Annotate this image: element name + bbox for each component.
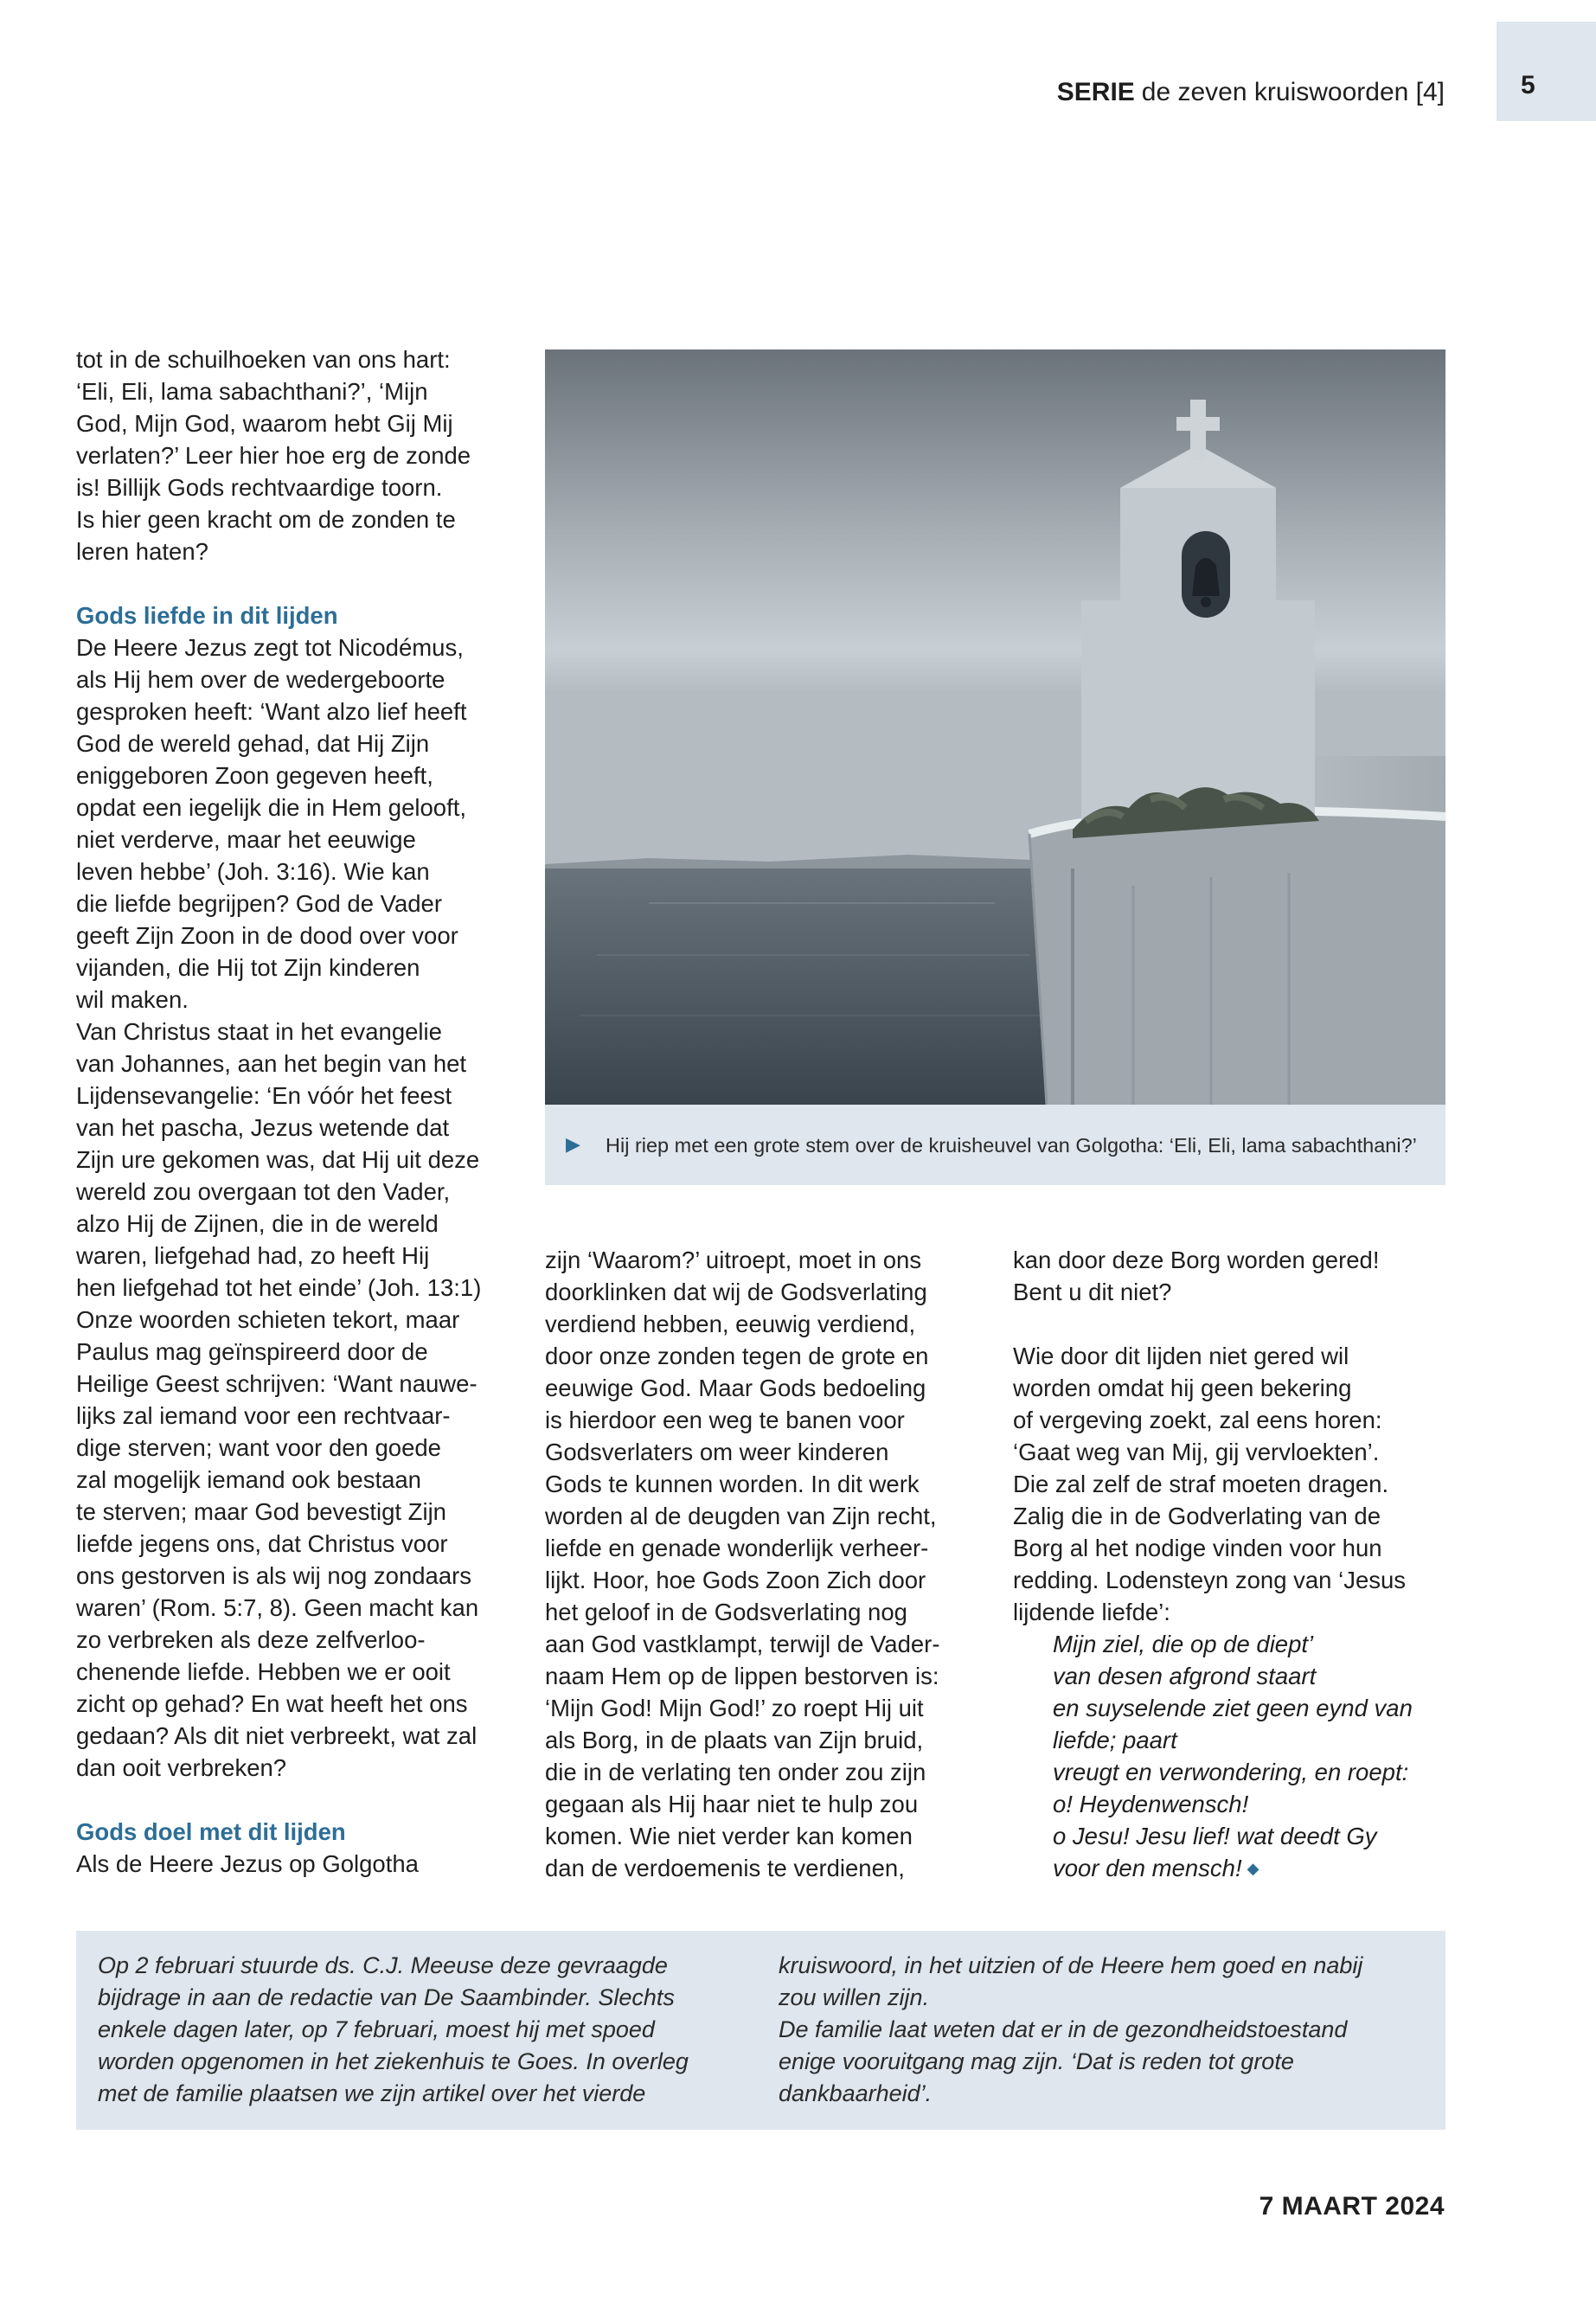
text-line: als Hij hem over de wedergeboorte xyxy=(76,666,445,693)
text-line: waren’ (Rom. 5:7, 8). Geen macht kan xyxy=(76,1594,479,1621)
series-title: de zeven kruiswoorden [4] xyxy=(1141,78,1445,106)
text-line: niet verderve, maar het eeuwige xyxy=(76,826,416,853)
article-column-1 xyxy=(76,343,526,1880)
poem-line xyxy=(1013,1692,1463,1724)
text-line: leren haten? xyxy=(76,538,208,565)
poem-line-text: Mijn ziel, die op de diept’ xyxy=(1053,1631,1314,1657)
text-line: worden omdat hij geen bekering xyxy=(1013,1375,1352,1401)
text-line: opdat een iegelijk die in Hem gelooft, xyxy=(76,794,466,821)
text-line: Heilige Geest schrijven: ‘Want nauwe- xyxy=(76,1370,478,1397)
text-line: verdiend hebben, eeuwig verdiend, xyxy=(545,1311,916,1337)
text-line: Paulus mag geïnspireerd door de xyxy=(76,1338,428,1365)
text-line: chenende liefde. Hebben we er ooit xyxy=(76,1658,451,1685)
note-line: kruiswoord, in het uitzien of de Heere hem goed en nabij xyxy=(779,1952,1363,1978)
text-line: leven hebbe’ (Joh. 3:16). Wie kan xyxy=(76,858,430,885)
page-number-tab xyxy=(1497,22,1596,121)
text-line: Die zal zelf de straf moeten dragen. xyxy=(1013,1471,1389,1497)
text-line: ‘Mijn God! Mijn God!’ zo roept Hij uit xyxy=(545,1695,924,1721)
series-label: SERIE xyxy=(1056,78,1135,106)
text-line: komen. Wie niet verder kan komen xyxy=(545,1823,913,1849)
text-line: aan God vastklampt, terwijl de Vader- xyxy=(545,1631,940,1657)
article-column-2 xyxy=(545,1244,995,1884)
text-line: Onze woorden schieten tekort, maar xyxy=(76,1306,460,1333)
text-line: zicht op gehad? En wat heeft het ons xyxy=(76,1690,468,1717)
text-line: zal mogelijk iemand ook bestaan xyxy=(76,1466,421,1493)
paragraph-gap xyxy=(76,567,526,599)
editorial-note-right xyxy=(779,1950,1436,2110)
text-line: doorklinken dat wij de Godsverlating xyxy=(545,1279,927,1305)
text-line: Godsverlaters om weer kinderen xyxy=(545,1439,889,1465)
text-line: die liefde begrijpen? God de Vader xyxy=(76,890,442,917)
text-line: Zijn ure gekomen was, dat Hij uit deze xyxy=(76,1146,480,1173)
note-line: worden opgenomen in het ziekenhuis te Goes. In overleg xyxy=(98,2048,689,2074)
note-line: met de familie plaatsen we zijn artikel over het vierde xyxy=(98,2080,646,2106)
editorial-note-box xyxy=(76,1931,1445,2130)
note-line: dankbaarheid’. xyxy=(779,2080,933,2106)
text-line: Lijdensevangelie: ‘En vóór het feest xyxy=(76,1082,452,1109)
note-line: bijdrage in aan de redactie van De Saambinder. Slechts xyxy=(98,1984,675,2010)
note-line: De familie laat weten dat er in de gezondheidstoestand xyxy=(779,2016,1348,2042)
page-number: 5 xyxy=(1521,71,1535,99)
text-line: is! Billijk Gods rechtvaardige toorn. xyxy=(76,474,443,501)
text-line: verlaten?’ Leer hier hoe erg de zonde xyxy=(76,442,471,469)
text-line: eeuwige God. Maar Gods bedoeling xyxy=(545,1375,926,1401)
text-line: wil maken. xyxy=(76,986,189,1013)
photo-caption xyxy=(545,1105,1445,1185)
running-head xyxy=(1057,80,1445,106)
end-mark-icon: ◆ xyxy=(1247,1860,1259,1877)
section-heading: Gods liefde in dit lijden xyxy=(76,602,338,629)
text-line: tot in de schuilhoeken van ons hart: xyxy=(76,346,451,373)
text-line: God de wereld gehad, dat Hij Zijn xyxy=(76,730,430,757)
text-line: zijn ‘Waarom?’ uitroept, moet in ons xyxy=(545,1247,922,1273)
text-line: Van Christus staat in het evangelie xyxy=(76,1018,442,1045)
article-column-3 xyxy=(1013,1244,1463,1885)
paragraph-gap xyxy=(76,1784,526,1816)
note-line: enige vooruitgang mag zijn. ‘Dat is reden tot grote xyxy=(779,2048,1294,2074)
text-line: kan door deze Borg worden gered! xyxy=(1013,1247,1380,1273)
caption-text: Hij riep met een grote stem over de kruisheuvel van Golgotha: ‘Eli, Eli, lama sabachthani?’ xyxy=(606,1134,1417,1157)
paragraph-gap xyxy=(1013,1308,1463,1340)
text-line: worden al de deugden van Zijn recht, xyxy=(545,1503,937,1529)
caption-arrow-icon: ▶ xyxy=(566,1133,580,1155)
note-line: zou willen zijn. xyxy=(779,1984,930,2010)
text-line: Bent u dit niet? xyxy=(1013,1279,1172,1305)
text-line: De Heere Jezus zegt tot Nicodémus, xyxy=(76,634,464,661)
poem-line-text: vreugt en verwondering, en roept: xyxy=(1053,1759,1409,1785)
text-line: Gods te kunnen worden. In dit werk xyxy=(545,1471,920,1497)
text-line: geeft Zijn Zoon in de dood over voor xyxy=(76,922,458,949)
poem-line xyxy=(1013,1852,1463,1885)
note-line: enkele dagen later, op 7 februari, moest hij met spoed xyxy=(98,2016,655,2042)
text-line: liefde en genade wonderlijk verheer- xyxy=(545,1535,929,1561)
text-line: gedaan? Als dit niet verbreekt, wat zal xyxy=(76,1722,478,1749)
text-line: gesproken heeft: ‘Want alzo lief heeft xyxy=(76,698,467,725)
text-line: lijks zal iemand voor een rechtvaar- xyxy=(76,1402,451,1429)
poem-line-text: van desen afgrond staart xyxy=(1053,1663,1317,1689)
text-line: Zalig die in de Godverlating van de xyxy=(1013,1503,1381,1529)
text-line: dige sterven; want voor den goede xyxy=(76,1434,441,1461)
text-line: waren, liefgehad had, zo heeft Hij xyxy=(76,1242,430,1269)
text-line: gegaan als Hij haar niet te hulp zou xyxy=(545,1791,919,1817)
poem-line xyxy=(1013,1724,1463,1756)
text-line: naam Hem op de lippen bestorven is: xyxy=(545,1663,939,1689)
text-line: ‘Gaat weg van Mij, gij vervloekten’. xyxy=(1013,1439,1380,1465)
poem-line-text: en suyselende ziet geen eynd van xyxy=(1053,1695,1413,1721)
poem-line xyxy=(1013,1628,1463,1660)
poem-line-text: o! Heydenwensch! xyxy=(1053,1791,1249,1817)
chapel-bell-tower-photo xyxy=(545,349,1445,1105)
poem-line xyxy=(1013,1660,1463,1692)
editorial-note-left xyxy=(98,1950,755,2110)
poem-line-text: voor den mensch! xyxy=(1053,1855,1242,1881)
text-line: van Johannes, aan het begin van het xyxy=(76,1050,467,1077)
poem-line xyxy=(1013,1788,1463,1820)
text-line: ons gestorven is als wij nog zondaars xyxy=(76,1562,472,1589)
note-line: Op 2 februari stuurde ds. C.J. Meeuse deze gevraagde xyxy=(98,1952,668,1978)
text-line: alzo Hij de Zijnen, die in de wereld xyxy=(76,1210,439,1237)
poem-line-text: liefde; paart xyxy=(1053,1727,1177,1753)
photo-illustration xyxy=(545,349,1445,1105)
text-line: lijkt. Hoor, hoe Gods Zoon Zich door xyxy=(545,1567,926,1593)
text-line: redding. Lodensteyn zong van ‘Jesus xyxy=(1013,1567,1407,1593)
text-line: ‘Eli, Eli, lama sabachthani?’, ‘Mijn xyxy=(76,378,428,405)
text-line: liefde jegens ons, dat Christus voor xyxy=(76,1530,448,1557)
text-line: Als de Heere Jezus op Golgotha xyxy=(76,1850,419,1877)
text-line: te sterven; maar God bevestigt Zijn xyxy=(76,1498,446,1525)
text-line: Borg al het nodige vinden voor hun xyxy=(1013,1535,1382,1561)
text-line: of vergeving zoekt, zal eens horen: xyxy=(1013,1407,1382,1433)
poem-line xyxy=(1013,1756,1463,1788)
text-line: zo verbreken als deze zelfverloo- xyxy=(76,1626,426,1653)
text-line: Is hier geen kracht om de zonden te xyxy=(76,506,456,533)
text-line: lijdende liefde’: xyxy=(1013,1599,1170,1625)
text-line: dan ooit verbreken? xyxy=(76,1754,287,1781)
text-line: als Borg, in de plaats van Zijn bruid, xyxy=(545,1727,924,1753)
text-line: dan de verdoemenis te verdienen, xyxy=(545,1855,905,1881)
section-heading: Gods doel met dit lijden xyxy=(76,1818,346,1845)
text-line: die in de verlating ten onder zou zijn xyxy=(545,1759,926,1785)
text-line: hen liefgehad tot het einde’ (Joh. 13:1) xyxy=(76,1274,482,1301)
issue-date: 7 MAART 2024 xyxy=(1259,2192,1445,2221)
text-line: het geloof in de Godsverlating nog xyxy=(545,1599,907,1625)
text-line: Wie door dit lijden niet gered wil xyxy=(1013,1343,1349,1369)
text-line: is hierdoor een weg te banen voor xyxy=(545,1407,905,1433)
poem-line-text: o Jesu! Jesu lief! wat deedt Gy xyxy=(1053,1823,1377,1849)
text-line: vijanden, die Hij tot Zijn kinderen xyxy=(76,954,420,981)
text-line: God, Mijn God, waarom hebt Gij Mij xyxy=(76,410,453,437)
text-line: door onze zonden tegen de grote en xyxy=(545,1343,929,1369)
text-line: van het pascha, Jezus wetende dat xyxy=(76,1114,450,1141)
text-line: eniggeboren Zoon gegeven heeft, xyxy=(76,762,433,789)
poem-line xyxy=(1013,1820,1463,1852)
text-line: wereld zou overgaan tot den Vader, xyxy=(76,1178,451,1205)
